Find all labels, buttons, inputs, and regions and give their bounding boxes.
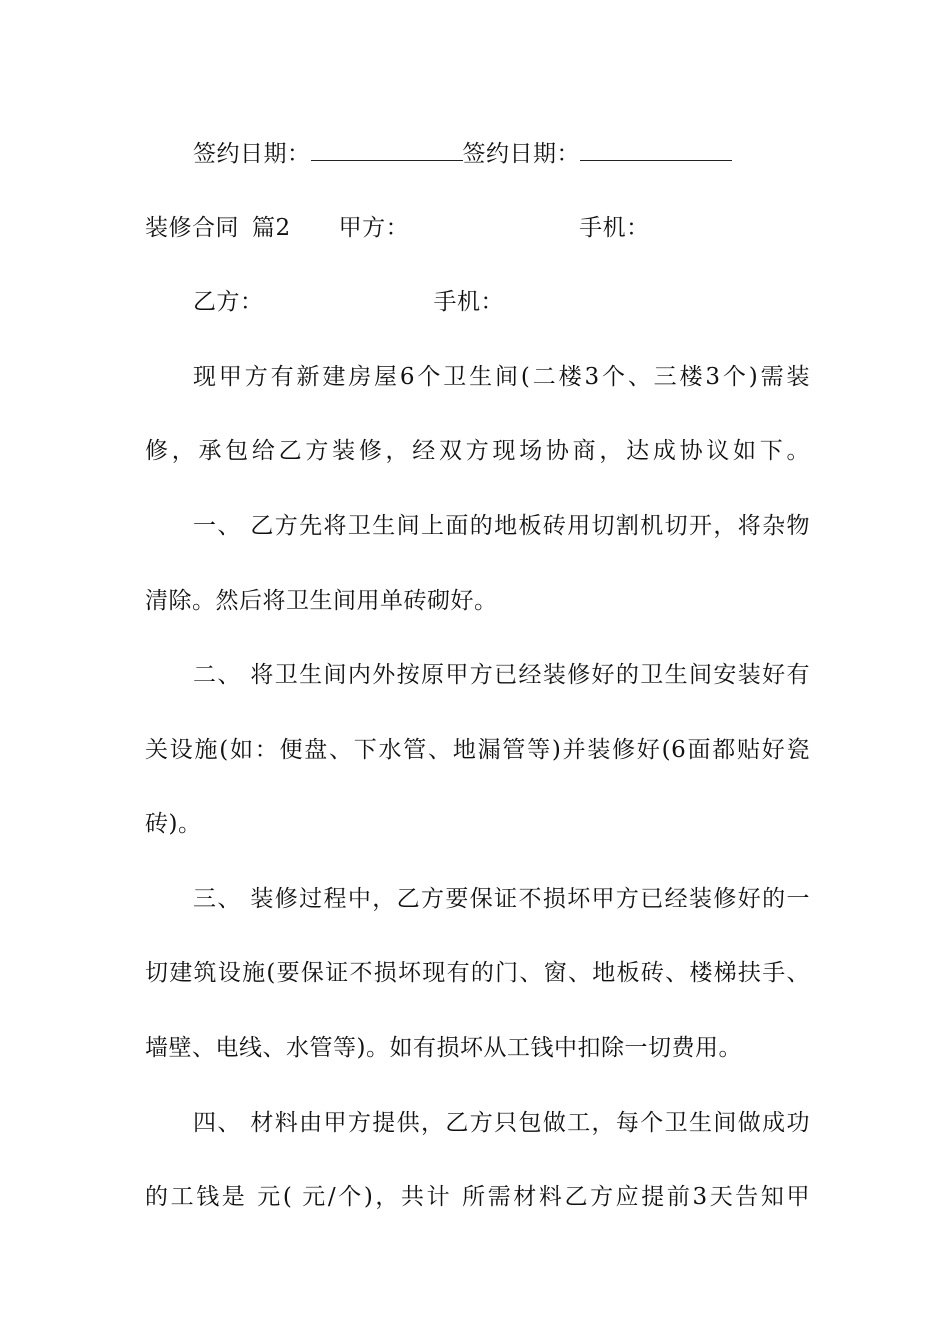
clause-four-line: 的工钱是 元( 元/个)，共计 所需材料乙方应提前3天告知甲 xyxy=(145,1184,810,1210)
contract-title: 装修合同 xyxy=(145,215,239,241)
party-b-row xyxy=(193,286,810,318)
clause-two-line: 砖)。 xyxy=(145,811,202,837)
contract-header-row xyxy=(145,212,810,244)
contract-part-number: 篇2 xyxy=(252,215,291,241)
clause-three-line: 三、 装修过程中，乙方要保证不损坏甲方已经装修好的一 xyxy=(193,886,810,912)
clause-three-line: 切建筑设施(要保证不损坏现有的门、窗、地板砖、楼梯扶手、 xyxy=(145,960,810,986)
party-b-phone-label: 手机： xyxy=(433,289,504,315)
signature-date-label-a: 签约日期： xyxy=(193,141,311,167)
clause-one-line: 清除。然后将卫生间用单砖砌好。 xyxy=(145,588,498,614)
clause-two-line: 二、 将卫生间内外按原甲方已经装修好的卫生间安装好有 xyxy=(193,662,810,688)
party-b-label: 乙方： xyxy=(193,289,264,315)
party-a-label: 甲方： xyxy=(338,215,410,241)
signature-date-label-b: 签约日期： xyxy=(462,141,580,167)
clause-three-line: 墙壁、电线、水管等)。如有损坏从工钱中扣除一切费用。 xyxy=(145,1035,742,1061)
signature-date-blank-a xyxy=(311,138,463,161)
paragraph-line: 现甲方有新建房屋6个卫生间(二楼3个、三楼3个)需装 xyxy=(193,364,810,390)
signature-date-blank-b xyxy=(580,138,732,161)
paragraph-line: 修，承包给乙方装修，经双方现场协商，达成协议如下。 xyxy=(145,438,810,464)
signature-date-row xyxy=(193,138,810,170)
party-a-phone-label: 手机： xyxy=(579,215,650,241)
clause-one-line: 一、 乙方先将卫生间上面的地板砖用切割机切开，将杂物 xyxy=(193,513,810,539)
clause-four-line: 四、 材料由甲方提供，乙方只包做工，每个卫生间做成功 xyxy=(193,1110,810,1136)
clause-two-line: 关设施(如：便盘、下水管、地漏管等)并装修好(6面都贴好瓷 xyxy=(145,737,810,763)
